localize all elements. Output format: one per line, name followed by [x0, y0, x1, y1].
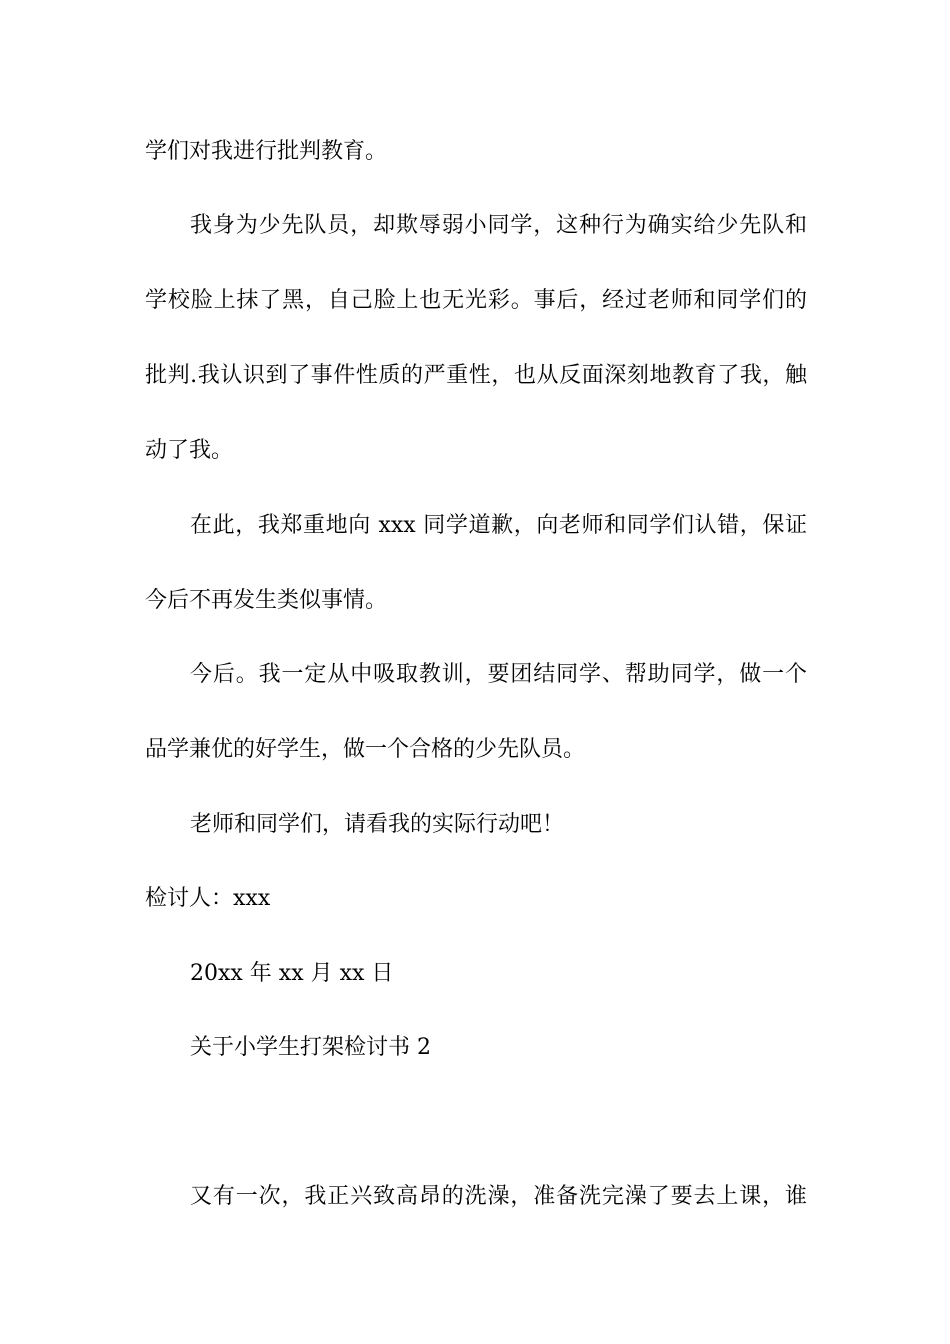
- paragraph-line: 老师和同学们，请看我的实际行动吧！: [190, 812, 565, 837]
- paragraph-line: 学校脸上抹了黑，自己脸上也无光彩。事后，经过老师和同学们的: [145, 288, 807, 313]
- paragraph-line: 批判.我认识到了事件性质的严重性，也从反面深刻地教育了我，触: [145, 363, 807, 388]
- paragraph-line: 今后不再发生类似事情。: [145, 588, 388, 613]
- paragraph-line: 我身为少先队员，却欺辱弱小同学，这种行为确实给少先队和: [190, 213, 807, 238]
- paragraph-line: 今后。我一定从中吸取教训，要团结同学、帮助同学，做一个: [190, 662, 807, 687]
- paragraph-line: 在此，我郑重地向 xxx 同学道歉，向老师和同学们认错，保证: [190, 513, 807, 538]
- paragraph-line: 品学兼优的好学生，做一个合格的少先队员。: [145, 737, 586, 762]
- section-title: 关于小学生打架检讨书 2: [190, 1035, 431, 1060]
- paragraph-line: 学们对我进行批判教育。: [145, 139, 388, 164]
- date-line: 20xx 年 xx 月 xx 日: [190, 961, 394, 986]
- signature-line: 检讨人：xxx: [145, 886, 271, 911]
- paragraph-line: 又有一次，我正兴致高昂的洗澡，准备洗完澡了要去上课，谁: [190, 1184, 807, 1209]
- paragraph-line: 动了我。: [145, 438, 234, 463]
